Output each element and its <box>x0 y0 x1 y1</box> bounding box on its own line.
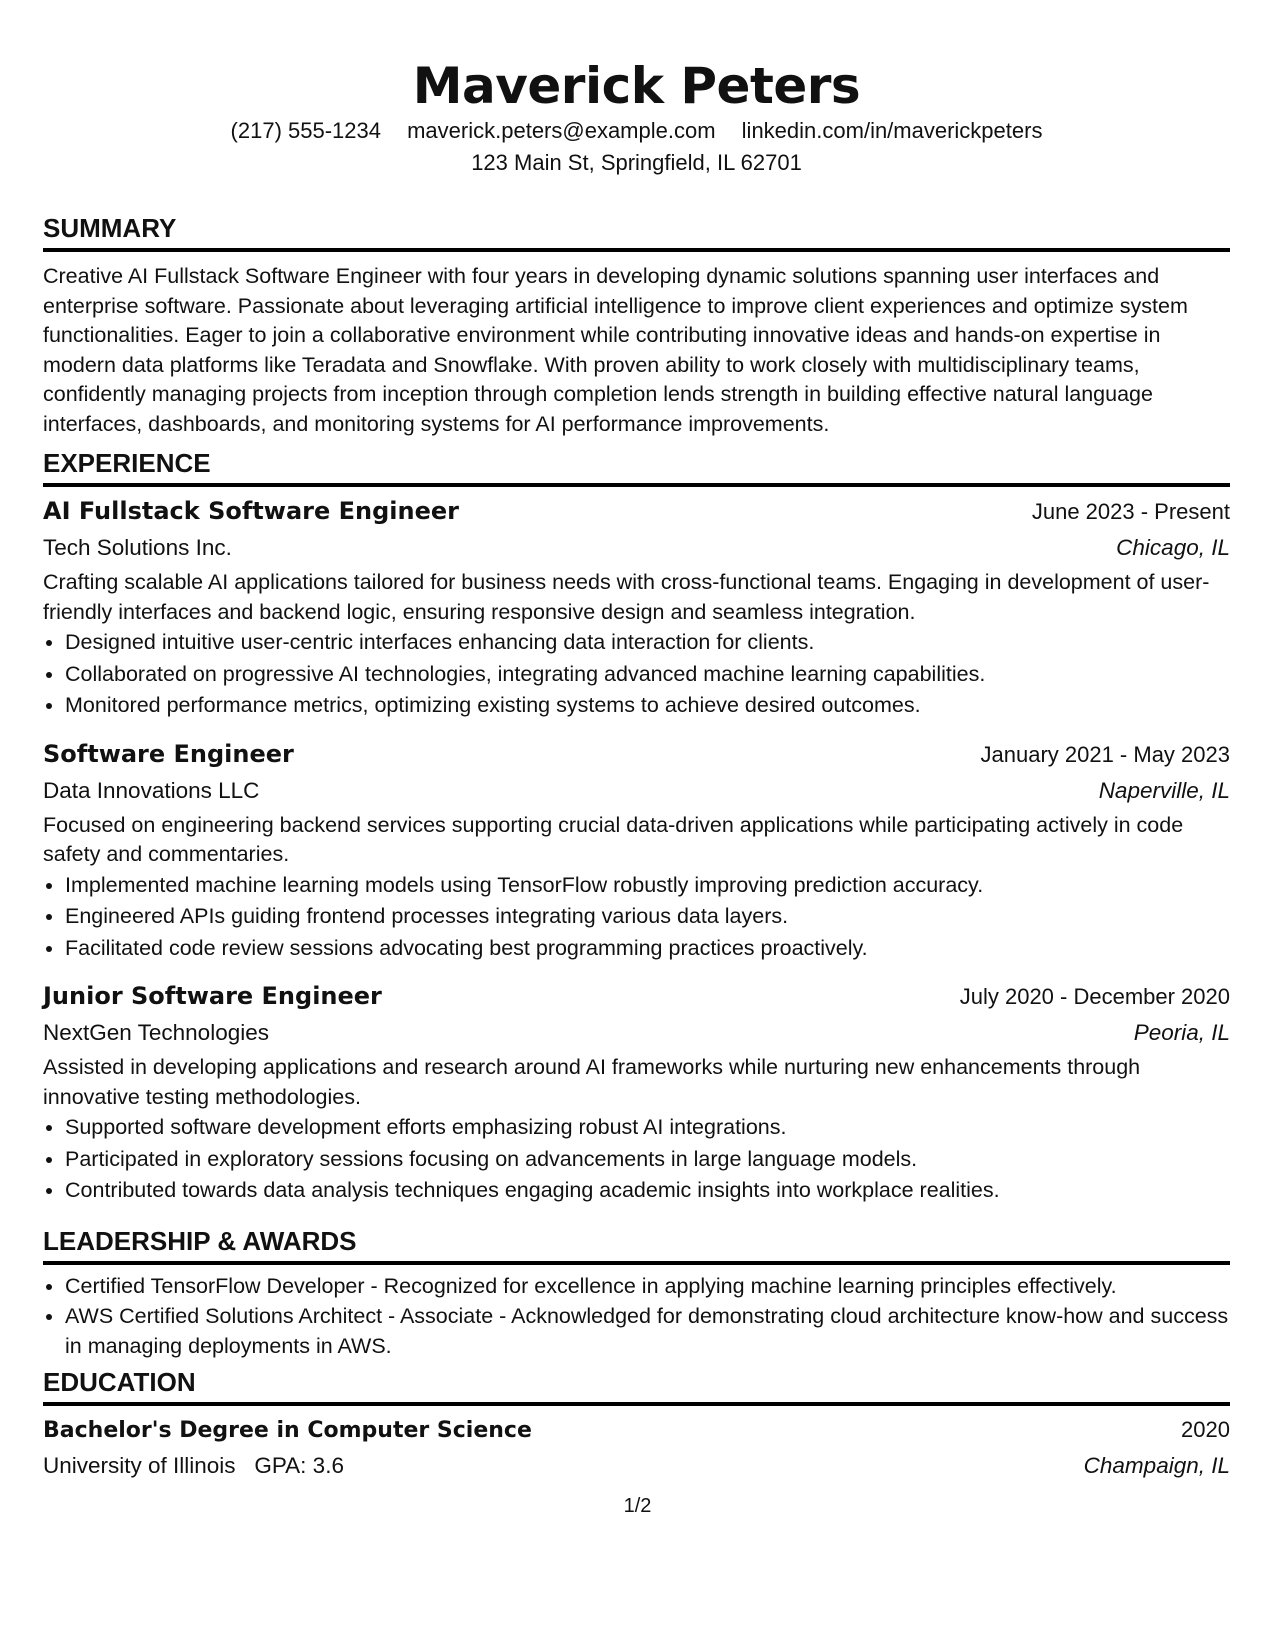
summary-heading: SUMMARY <box>43 213 177 243</box>
list-item: • Certified TensorFlow Developer - Recognized for excellence in applying machine learning principles effectively. <box>65 1271 1230 1301</box>
job-bullets <box>43 1112 1230 1207</box>
experience-section <box>43 446 1230 1207</box>
section-divider <box>43 1402 1230 1406</box>
candidate-name: Maverick Peters <box>412 57 861 115</box>
list-item: • Designed intuitive user-centric interfaces enhancing data interaction for clients. <box>65 627 1230 659</box>
gpa: GPA: 3.6 <box>254 1453 344 1478</box>
job-entry <box>43 736 1230 965</box>
phone-number: (217) 555-1234 <box>230 118 381 143</box>
company-name: Tech Solutions Inc. <box>43 535 232 560</box>
job-description: Focused on engineering backend services supporting crucial data-driven applications while participating actively in code safety and commentaries. <box>43 812 1184 866</box>
list-item: • Collaborated on progressive AI technologies, integrating advanced machine learning capabilities. <box>65 659 1230 691</box>
job-dates: July 2020 - December 2020 <box>959 984 1230 1009</box>
section-divider <box>43 1261 1230 1265</box>
list-item: • Implemented machine learning models using TensorFlow robustly improving prediction accuracy. <box>65 870 1230 902</box>
list-item: • AWS Certified Solutions Architect - Associate - Acknowledged for demonstrating cloud architecture know-how and success in managing deployments in AWS. <box>65 1301 1230 1361</box>
email-address: maverick.peters@example.com <box>407 118 716 143</box>
list-item: • Monitored performance metrics, optimizing existing systems to achieve desired outcomes. <box>65 690 1230 722</box>
leadership-heading: LEADERSHIP & AWARDS <box>43 1226 357 1256</box>
list-item: • Contributed towards data analysis techniques engaging academic insights into workplace realities. <box>65 1175 1230 1207</box>
job-location: Chicago, IL <box>1116 535 1230 560</box>
job-bullets <box>43 627 1230 722</box>
job-dates: January 2021 - May 2023 <box>980 741 1230 767</box>
job-description: Crafting scalable AI applications tailored for business needs with cross-functional teams. Engaging in development of user-friendly interfaces and backend logic, ensuring responsive design and seamless integration. <box>43 570 1210 624</box>
company-name: NextGen Technologies <box>43 1020 269 1045</box>
school-info <box>43 1448 344 1484</box>
list-item: • Engineered APIs guiding frontend processes integrating various data layers. <box>65 901 1230 933</box>
job-title: Software Engineer <box>43 739 294 768</box>
school-location: Champaign, IL <box>1083 1453 1230 1478</box>
job-location: Peoria, IL <box>1133 1020 1230 1045</box>
leadership-section <box>43 1224 1230 1361</box>
address-line: 123 Main St, Springfield, IL 62701 <box>471 150 802 175</box>
graduation-year: 2020 <box>1181 1417 1230 1442</box>
job-entry <box>43 493 1230 722</box>
education-section <box>43 1365 1230 1484</box>
degree-title: Bachelor's Degree in Computer Science <box>43 1418 532 1443</box>
job-title: Junior Software Engineer <box>43 982 382 1010</box>
job-location: Naperville, IL <box>1098 777 1230 803</box>
company-name: Data Innovations LLC <box>43 777 260 803</box>
list-item: • Supported software development efforts emphasizing robust AI integrations. <box>65 1112 1230 1144</box>
summary-text: Creative AI Fullstack Software Engineer with four years in developing dynamic solutions spanning user interfaces and enterprise software. Passionate about leveraging artificial intelligence to improve client experiences and optimize system functionalities. Eager to join a collaborative environment while contributing innovative ideas and hands-on expertise in modern data platforms like Teradata and Snowflake. With proven ability to work closely with multidisciplinary teams, confidently managing projects from inception through completion lends strength in building effective natural language interfaces, dashboards, and monitoring systems for AI performance improvements. <box>43 264 1188 436</box>
resume-page <box>43 0 1230 1650</box>
job-title: AI Fullstack Software Engineer <box>43 497 459 525</box>
section-divider <box>43 248 1230 252</box>
job-entry <box>43 978 1230 1207</box>
list-item: • Participated in exploratory sessions focusing on advancements in large language models. <box>65 1144 1230 1176</box>
experience-heading: EXPERIENCE <box>43 448 211 478</box>
school-name: University of Illinois <box>43 1453 236 1478</box>
linkedin-url: linkedin.com/in/maverickpeters <box>741 118 1043 143</box>
page-number: 1/2 <box>623 1495 652 1517</box>
list-item: • Facilitated code review sessions advocating best programming practices proactively. <box>65 933 1230 965</box>
job-description: Assisted in developing applications and research around AI frameworks while nurturing new enhancements through innovative testing methodologies. <box>43 1055 1141 1109</box>
job-bullets <box>43 870 1230 965</box>
section-divider <box>43 483 1230 487</box>
education-heading: EDUCATION <box>43 1367 196 1397</box>
contact-line <box>43 116 1230 146</box>
awards-list <box>43 1271 1230 1361</box>
job-dates: June 2023 - Present <box>1031 499 1230 524</box>
summary-section <box>43 211 1230 439</box>
